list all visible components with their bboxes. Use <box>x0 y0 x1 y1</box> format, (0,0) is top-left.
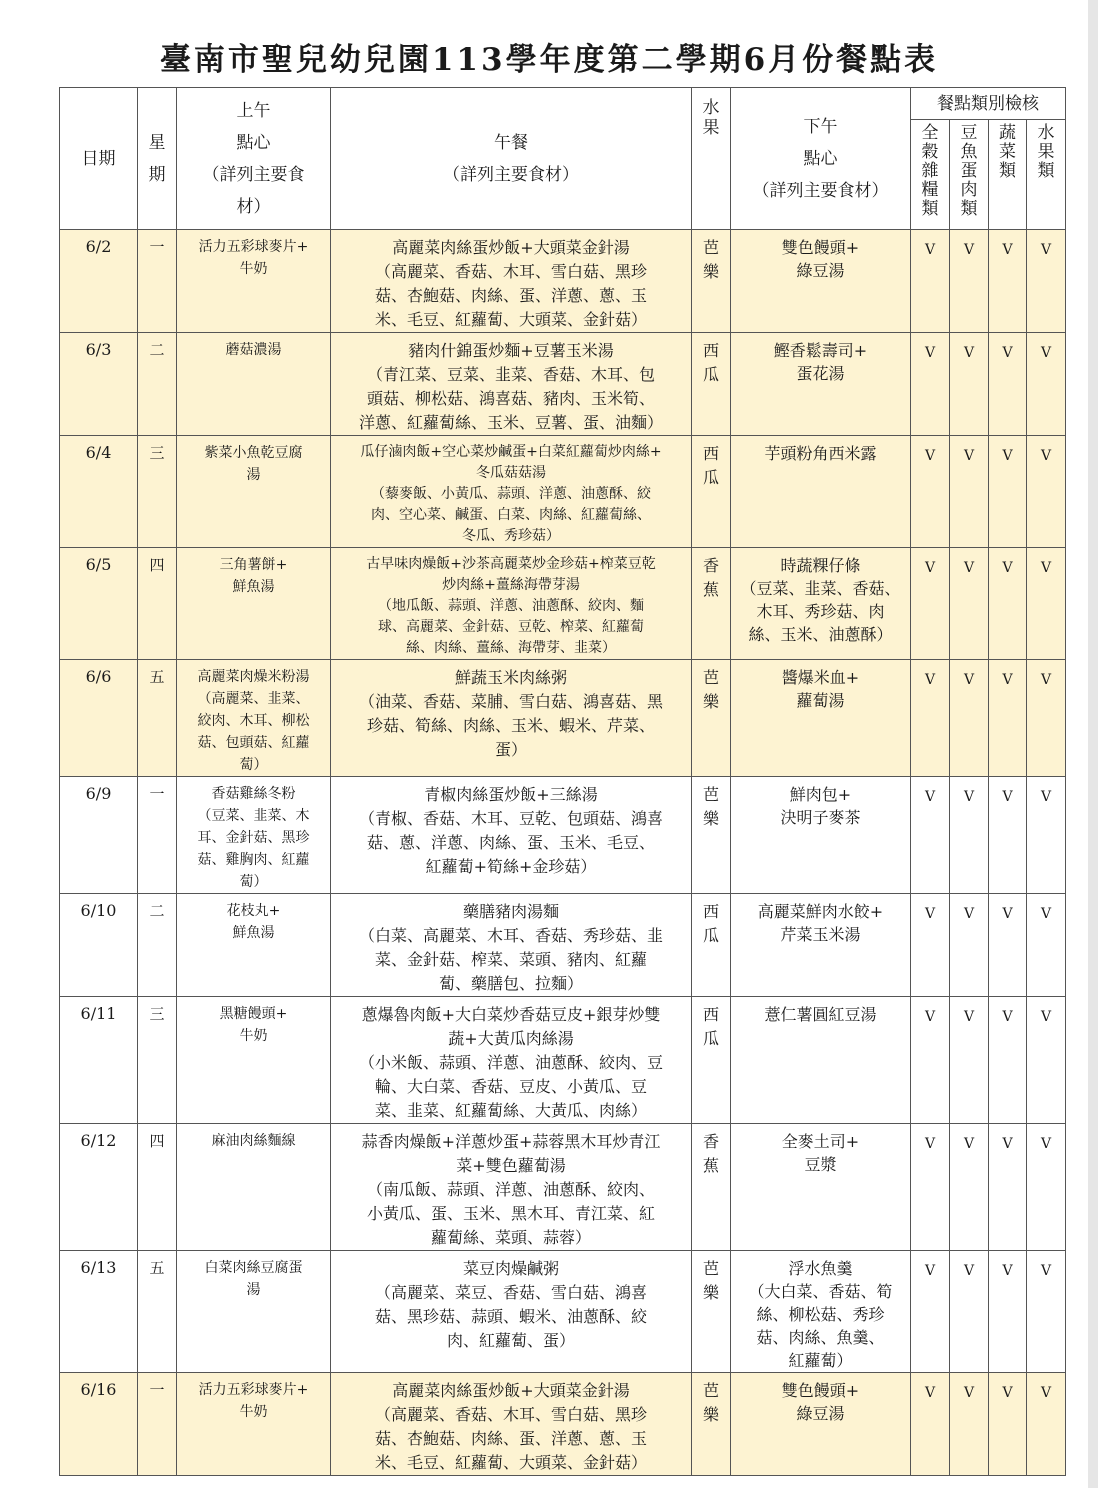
date-cell: 6/12 <box>60 1124 138 1251</box>
check-mark: V <box>1027 230 1066 333</box>
am-snack-cell <box>177 230 331 333</box>
table-row <box>60 1124 1066 1251</box>
lunch-cell <box>331 1251 692 1373</box>
text-line: 全麥土司+ <box>781 1132 860 1151</box>
lunch-cell <box>331 436 692 548</box>
date-cell: 6/10 <box>60 894 138 997</box>
text-line: 星 <box>148 132 166 153</box>
check-mark: V <box>950 1124 989 1251</box>
text-line: 活力五彩球麥片+ <box>198 1382 309 1398</box>
text-line: 湯 <box>246 1282 261 1298</box>
text-line: （詳列主要食材） <box>752 180 889 201</box>
text-line: 芋頭粉角西米露 <box>764 444 877 463</box>
text-line: 雙色饅頭+ <box>781 1381 860 1400</box>
text-line: 全 <box>921 123 939 143</box>
text-line: 蘑菇濃湯 <box>225 342 282 358</box>
check-mark: V <box>989 1124 1027 1251</box>
check-mark: V <box>950 894 989 997</box>
text-line: 樂 <box>702 1405 719 1424</box>
text-line: （南瓜飯、蒜頭、洋蔥、油蔥酥、絞肉、 <box>366 1180 655 1199</box>
check-mark: V <box>1027 660 1066 777</box>
text-line: 鮮魚湯 <box>232 579 275 595</box>
text-line: 蛋） <box>494 740 527 759</box>
check-mark: V <box>950 548 989 660</box>
text-line: 西 <box>702 902 719 921</box>
text-line: 穀 <box>921 142 939 162</box>
text-line: 香菇雞絲冬粉 <box>211 786 296 802</box>
text-line: 蔬 <box>999 123 1016 143</box>
check-mark: V <box>950 1373 989 1476</box>
text-line: 肉 <box>960 180 978 200</box>
text-line: 果 <box>702 118 720 138</box>
text-line: 蔔） <box>239 874 268 890</box>
text-line: 輪、大白菜、香菇、豆皮、小黃瓜、豆 <box>374 1077 647 1096</box>
text-line: 鮮魚湯 <box>232 925 275 941</box>
pm-snack-cell <box>731 1124 911 1251</box>
text-line: 類 <box>1037 161 1055 181</box>
text-line: 薏仁薯圓紅豆湯 <box>764 1005 877 1024</box>
text-line: 鮮肉包+ <box>789 785 852 804</box>
text-line: 西 <box>702 341 719 360</box>
text-line: 蕉 <box>702 1156 719 1175</box>
check-mark: V <box>989 1251 1027 1373</box>
table-row <box>60 777 1066 894</box>
text-line: 決明子麥茶 <box>780 808 861 827</box>
check-mark: V <box>989 894 1027 997</box>
text-line: 菜、韭菜、紅蘿蔔絲、大黃瓜、肉絲） <box>374 1101 647 1120</box>
text-line: 上午 <box>236 100 271 121</box>
text-line: 絲、肉絲、薑絲、海帶芽、韭菜） <box>406 640 616 656</box>
weekday-cell: 三 <box>138 997 177 1124</box>
text-line: 豆漿 <box>804 1155 837 1174</box>
check-mark: V <box>911 1251 950 1373</box>
date-cell: 6/9 <box>60 777 138 894</box>
text-line: 瓜 <box>702 1029 719 1048</box>
text-line: 牛奶 <box>239 1404 268 1420</box>
text-line: 蕉 <box>702 580 719 599</box>
check-mark: V <box>911 230 950 333</box>
text-line: 蘿蔔湯 <box>796 691 845 710</box>
text-line: 珍菇、筍絲、肉絲、玉米、蝦米、芹菜、 <box>366 716 655 735</box>
text-line: 豆 <box>960 123 978 143</box>
text-line: 高麗菜肉絲蛋炒飯+大頭菜金針湯 <box>392 1381 630 1400</box>
check-mark: V <box>989 997 1027 1124</box>
meal-table <box>59 87 1066 1476</box>
text-line: 芹菜玉米湯 <box>780 925 861 944</box>
text-line: 黑糖饅頭+ <box>219 1006 288 1022</box>
am-snack-cell <box>177 1373 331 1476</box>
text-line: 西 <box>702 444 719 463</box>
text-line: 樂 <box>702 1283 719 1302</box>
table-row <box>60 230 1066 333</box>
table-row <box>60 997 1066 1124</box>
text-line: 頭菇、柳松菇、鴻喜菇、豬肉、玉米筍、 <box>366 389 655 408</box>
date-cell: 6/11 <box>60 997 138 1124</box>
am-snack-cell <box>177 997 331 1124</box>
text-line: 白菜肉絲豆腐蛋 <box>204 1260 303 1276</box>
check-mark: V <box>989 660 1027 777</box>
pm-snack-cell <box>731 997 911 1124</box>
text-line: 菇、雞胸肉、紅蘿 <box>197 852 310 868</box>
fruit-cell <box>692 548 731 660</box>
text-line: 高麗菜鮮肉水餃+ <box>757 902 884 921</box>
text-line: 芭 <box>702 785 719 804</box>
fruit-cell <box>692 1124 731 1251</box>
text-line: 米、毛豆、紅蘿蔔、大頭菜、金針菇） <box>374 1453 647 1472</box>
text-line: 米、毛豆、紅蘿蔔、大頭菜、金針菇） <box>374 310 647 329</box>
check-mark: V <box>1027 997 1066 1124</box>
text-line: 綠豆湯 <box>796 261 845 280</box>
check-mark: V <box>911 436 950 548</box>
lunch-cell <box>331 1124 692 1251</box>
am-snack-cell <box>177 548 331 660</box>
text-line: 耳、金針菇、黑珍 <box>197 830 310 846</box>
pm-snack-cell <box>731 230 911 333</box>
text-line: 香 <box>702 1132 719 1151</box>
am-snack-cell <box>177 1124 331 1251</box>
text-line: 小黃瓜、蛋、玉米、黑木耳、青江菜、紅 <box>366 1204 655 1223</box>
lunch-cell <box>331 1373 692 1476</box>
text-line: 絞肉、木耳、柳松 <box>197 713 310 729</box>
text-line: 雜 <box>921 161 939 181</box>
date-cell: 6/16 <box>60 1373 138 1476</box>
check-mark: V <box>989 230 1027 333</box>
fruit-cell <box>692 997 731 1124</box>
text-line: 蛋 <box>960 161 978 181</box>
text-line: 蔔） <box>239 757 268 773</box>
weekday-cell: 三 <box>138 436 177 548</box>
header-am-snack <box>177 88 331 230</box>
text-line: 芭 <box>702 1259 719 1278</box>
check-mark: V <box>911 1373 950 1476</box>
text-line: 菜+雙色蘿蔔湯 <box>456 1156 566 1175</box>
text-line: 芭 <box>702 668 719 687</box>
text-line: 樂 <box>702 809 719 828</box>
weekday-cell: 二 <box>138 894 177 997</box>
text-line: 菇、包頭菇、紅蘿 <box>197 735 310 751</box>
text-line: 青椒肉絲蛋炒飯+三絲湯 <box>424 785 598 804</box>
text-line: 藥膳豬肉湯麵 <box>462 902 559 921</box>
check-mark: V <box>1027 1373 1066 1476</box>
check-mark: V <box>950 777 989 894</box>
am-snack-cell <box>177 333 331 436</box>
table-row <box>60 436 1066 548</box>
text-line: （油菜、香菇、菜脯、雪白菇、鴻喜菇、黑 <box>358 692 663 711</box>
text-line: 三角薯餅+ <box>219 557 288 573</box>
check-mark: V <box>989 436 1027 548</box>
text-line: 菜豆肉燥鹹粥 <box>462 1259 559 1278</box>
text-line: 果 <box>1037 142 1055 162</box>
check-mark: V <box>989 777 1027 894</box>
text-line: 球、高麗菜、金針菇、豆乾、榨菜、紅蘿蔔 <box>378 619 644 635</box>
weekday-cell: 一 <box>138 1373 177 1476</box>
text-line: 浮水魚羹 <box>788 1259 853 1278</box>
text-line: 蒜香肉燥飯+洋蔥炒蛋+蒜蓉黑木耳炒青江 <box>361 1132 661 1151</box>
table-row <box>60 1373 1066 1476</box>
lunch-cell <box>331 333 692 436</box>
weekday-cell: 五 <box>138 1251 177 1373</box>
header-pm-snack <box>731 88 911 230</box>
text-line: 菜、金針菇、榨菜、菜頭、豬肉、紅蘿 <box>374 950 647 969</box>
weekday-cell: 二 <box>138 333 177 436</box>
text-line: 蔬+大黃瓜肉絲湯 <box>448 1029 574 1048</box>
fruit-cell <box>692 333 731 436</box>
text-line: 類 <box>960 199 978 219</box>
text-line: 雙色饅頭+ <box>781 238 860 257</box>
date-cell: 6/6 <box>60 660 138 777</box>
text-line: 肉、空心菜、鹹蛋、白菜、肉絲、紅蘿蔔絲、 <box>371 507 651 523</box>
text-line: （青江菜、豆菜、韭菜、香菇、木耳、包 <box>366 365 655 384</box>
text-line: 炒肉絲+薑絲海帶芽湯 <box>442 577 580 593</box>
text-line: 鮮蔬玉米肉絲粥 <box>454 668 567 687</box>
table-row <box>60 1251 1066 1373</box>
pm-snack-cell <box>731 1373 911 1476</box>
text-line: 瓜 <box>702 468 719 487</box>
date-cell: 6/5 <box>60 548 138 660</box>
am-snack-cell <box>177 1251 331 1373</box>
check-mark: V <box>1027 1251 1066 1373</box>
text-line: 豬肉什錦蛋炒麵+豆薯玉米湯 <box>408 341 614 360</box>
pm-snack-cell <box>731 660 911 777</box>
check-mark: V <box>911 548 950 660</box>
text-line: 魚 <box>960 142 978 162</box>
text-line: （豆菜、韭菜、木 <box>197 808 310 824</box>
text-line: 洋蔥、紅蘿蔔絲、玉米、豆薯、蛋、油麵） <box>358 413 663 432</box>
weekday-cell: 一 <box>138 777 177 894</box>
text-line: 點心 <box>803 148 838 169</box>
text-line: 時蔬粿仔條 <box>780 556 861 575</box>
text-line: 芭 <box>702 238 719 257</box>
text-line: 午餐 <box>494 132 528 153</box>
fruit-cell <box>692 1373 731 1476</box>
text-line: （大白菜、香菇、筍 <box>748 1282 893 1301</box>
text-line: 花枝丸+ <box>226 903 281 919</box>
pm-snack-cell <box>731 548 911 660</box>
text-line: 醬爆米血+ <box>781 668 860 687</box>
check-mark: V <box>989 333 1027 436</box>
check-mark: V <box>1027 548 1066 660</box>
pm-snack-cell <box>731 894 911 997</box>
lunch-cell <box>331 660 692 777</box>
check-mark: V <box>950 436 989 548</box>
fruit-cell <box>692 1251 731 1373</box>
check-mark: V <box>911 1124 950 1251</box>
text-line: 牛奶 <box>239 1028 268 1044</box>
text-line: 菇、黑珍菇、蒜頭、蝦米、油蔥酥、絞 <box>374 1307 647 1326</box>
text-line: 樂 <box>702 692 719 711</box>
header-check-title: 餐點類別檢核 <box>911 88 1066 120</box>
text-line: 菇、杏鮑菇、肉絲、蛋、洋蔥、蔥、玉 <box>374 1429 647 1448</box>
text-line: （青椒、香菇、木耳、豆乾、包頭菇、鴻喜 <box>358 809 663 828</box>
text-line: （豆菜、韭菜、香菇、 <box>740 579 901 598</box>
page-edge-shadow <box>1088 0 1098 1488</box>
weekday-cell: 一 <box>138 230 177 333</box>
text-line: 紅蘿蔔+筍絲+金珍菇） <box>425 857 597 876</box>
text-line: （小米飯、蒜頭、洋蔥、油蔥酥、絞肉、豆 <box>358 1053 663 1072</box>
text-line: 期 <box>148 164 166 185</box>
text-line: 鰹香鬆壽司+ <box>773 341 868 360</box>
text-line: 高麗菜肉燥米粉湯 <box>197 669 310 685</box>
table-row <box>60 548 1066 660</box>
text-line: 西 <box>702 1005 719 1024</box>
date-cell: 6/3 <box>60 333 138 436</box>
fruit-cell <box>692 777 731 894</box>
text-line: （地瓜飯、蒜頭、洋蔥、油蔥酥、絞肉、麵 <box>378 598 644 614</box>
text-line: 糧 <box>921 180 939 200</box>
weekday-cell: 五 <box>138 660 177 777</box>
text-line: 瓜仔滷肉飯+空心菜炒鹹蛋+白菜紅蘿蔔炒肉絲+ <box>360 444 662 460</box>
meal-rows <box>60 230 1066 1476</box>
fruit-cell <box>692 230 731 333</box>
fruit-cell <box>692 436 731 548</box>
text-line: 紫菜小魚乾豆腐 <box>204 445 303 461</box>
text-line: （高麗菜、韭菜、 <box>197 691 310 707</box>
text-line: 絲、玉米、油蔥酥） <box>748 625 893 644</box>
text-line: 下午 <box>803 116 838 137</box>
lunch-cell <box>331 548 692 660</box>
text-line: 紅蘿蔔） <box>788 1351 853 1370</box>
check-mark: V <box>911 894 950 997</box>
text-line: 類 <box>999 161 1016 181</box>
text-line: 菇、杏鮑菇、肉絲、蛋、洋蔥、蔥、玉 <box>374 286 647 305</box>
text-line: 材） <box>236 196 271 217</box>
text-line: 肉、紅蘿蔔、蛋） <box>446 1331 575 1350</box>
text-line: 絲、柳松菇、秀珍 <box>756 1305 885 1324</box>
header-check-protein <box>950 120 989 230</box>
pm-snack-cell <box>731 1251 911 1373</box>
text-line: 綠豆湯 <box>796 1404 845 1423</box>
text-line: 類 <box>921 199 939 219</box>
header-check-fruit <box>1027 120 1066 230</box>
header-date: 日期 <box>60 88 138 230</box>
text-line: 菜 <box>999 142 1016 162</box>
page-title: 臺南市聖兒幼兒園113學年度第二學期6月份餐點表 <box>159 42 939 78</box>
text-line: 瓜 <box>702 365 719 384</box>
text-line: 湯 <box>246 467 261 483</box>
header-weekday <box>138 88 177 230</box>
text-line: 水 <box>1037 123 1055 143</box>
text-line: 冬瓜菇菇湯 <box>476 465 546 481</box>
text-line: 菇、蔥、洋蔥、肉絲、蛋、玉米、毛豆、 <box>366 833 655 852</box>
text-line: （詳列主要食 <box>202 164 305 185</box>
check-mark: V <box>1027 894 1066 997</box>
text-line: 古早味肉燥飯+沙茶高麗菜炒金珍菇+榨菜豆乾 <box>366 556 656 572</box>
text-line: 麻油肉絲麵線 <box>211 1133 296 1149</box>
weekday-cell: 四 <box>138 1124 177 1251</box>
am-snack-cell <box>177 894 331 997</box>
check-mark: V <box>950 230 989 333</box>
text-line: 牛奶 <box>239 261 268 277</box>
table-row <box>60 660 1066 777</box>
header-check-vegetable <box>989 120 1027 230</box>
text-line: 木耳、秀珍菇、肉 <box>756 602 885 621</box>
header-fruit <box>692 88 731 230</box>
lunch-cell <box>331 777 692 894</box>
date-cell: 6/13 <box>60 1251 138 1373</box>
check-mark: V <box>950 997 989 1124</box>
text-line: 冬瓜、秀珍菇） <box>462 528 560 544</box>
text-line: 菇、肉絲、魚羹、 <box>756 1328 885 1347</box>
check-mark: V <box>950 333 989 436</box>
check-mark: V <box>989 548 1027 660</box>
check-mark: V <box>1027 333 1066 436</box>
check-mark: V <box>911 997 950 1124</box>
check-mark: V <box>911 777 950 894</box>
am-snack-cell <box>177 660 331 777</box>
am-snack-cell <box>177 436 331 548</box>
date-cell: 6/4 <box>60 436 138 548</box>
table-row <box>60 333 1066 436</box>
text-line: （詳列主要食材） <box>443 164 579 185</box>
check-mark: V <box>1027 777 1066 894</box>
check-mark: V <box>950 1251 989 1373</box>
lunch-cell <box>331 894 692 997</box>
text-line: 點心 <box>236 132 271 153</box>
date-cell: 6/2 <box>60 230 138 333</box>
text-line: （高麗菜、菜豆、香菇、雪白菇、鴻喜 <box>374 1283 647 1302</box>
text-line: 蔥爆魯肉飯+大白菜炒香菇豆皮+銀芽炒雙 <box>361 1005 661 1024</box>
text-line: 香 <box>702 556 719 575</box>
text-line: （高麗菜、香菇、木耳、雪白菇、黑珍 <box>374 1405 647 1424</box>
text-line: （藜麥飯、小黃瓜、蒜頭、洋蔥、油蔥酥、絞 <box>371 486 651 502</box>
text-line: 蘿蔔絲、菜頭、蒜蓉） <box>430 1228 591 1247</box>
text-line: 水 <box>702 98 720 118</box>
text-line: 芭 <box>702 1381 719 1400</box>
fruit-cell <box>692 660 731 777</box>
check-mark: V <box>1027 436 1066 548</box>
header-lunch <box>331 88 692 230</box>
pm-snack-cell <box>731 333 911 436</box>
weekday-cell: 四 <box>138 548 177 660</box>
pm-snack-cell <box>731 436 911 548</box>
text-line: 蔔、藥膳包、拉麵） <box>438 974 583 993</box>
text-line: （白菜、高麗菜、木耳、香菇、秀珍菇、韭 <box>358 926 663 945</box>
text-line: 樂 <box>702 262 719 281</box>
check-mark: V <box>1027 1124 1066 1251</box>
fruit-cell <box>692 894 731 997</box>
text-line: 高麗菜肉絲蛋炒飯+大頭菜金針湯 <box>392 238 630 257</box>
lunch-cell <box>331 230 692 333</box>
table-row <box>60 894 1066 997</box>
check-mark: V <box>950 660 989 777</box>
check-mark: V <box>911 660 950 777</box>
text-line: 活力五彩球麥片+ <box>198 239 309 255</box>
text-line: （高麗菜、香菇、木耳、雪白菇、黑珍 <box>374 262 647 281</box>
lunch-cell <box>331 997 692 1124</box>
text-line: 瓜 <box>702 926 719 945</box>
check-mark: V <box>989 1373 1027 1476</box>
pm-snack-cell <box>731 777 911 894</box>
header-check-grains <box>911 120 950 230</box>
check-mark: V <box>911 333 950 436</box>
text-line: 蛋花湯 <box>796 364 845 383</box>
am-snack-cell <box>177 777 331 894</box>
